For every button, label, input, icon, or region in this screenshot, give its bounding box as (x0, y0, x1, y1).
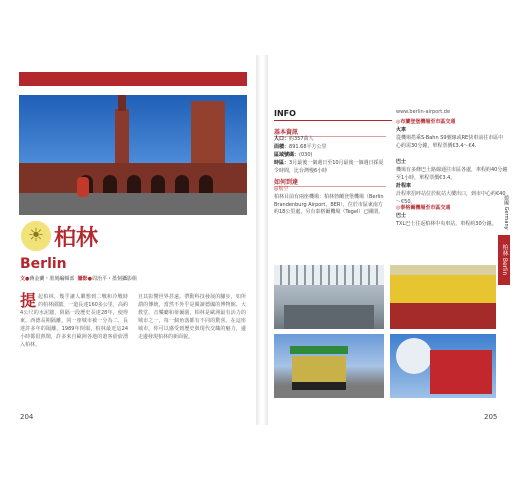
body-column-2 (138, 293, 246, 341)
viaduct-arch (127, 175, 141, 193)
info-heading: INFO (274, 109, 392, 121)
photo-balloon-bus (390, 334, 496, 398)
left-page (14, 55, 254, 425)
bridge-tower (191, 101, 225, 165)
credit-photo-label: 攝影● (77, 276, 92, 282)
viaduct-arch (199, 175, 213, 193)
transport-heading: ◎布蘭登堡機場至市區交通 (396, 119, 456, 125)
train (390, 303, 496, 329)
cyclist (77, 177, 89, 197)
platform (284, 305, 374, 329)
body-text-1: 起柏林，幾乎讓人聯想到二戰和冷戰時的柏林圍牆，一道長達160多公里，高約4公尺的水泥牆，阻隔一段歷史長達28年，使得東、西德長期隔離，同一座城市被一分為二，長達許多年的隔離。1989年倒塌，柏林最近這24小時都很熱鬧，許多來自歐洲各地的遊客紛紛湧入柏林。 (20, 294, 128, 348)
roof-beams (274, 265, 384, 285)
airport-text: 柏林目前有兩座機場：柏林勃蘭登堡機場（Berlin Brandenburg Airport，BER），位於市區東南方約18公里處，另有泰格爾機場（Tegel）已關閉。 (274, 194, 384, 215)
side-label: 德國 Germany (503, 195, 509, 230)
taxi-text: 計程車招呼站位於航站大樓出口，到市中心約€40～€50。 (396, 191, 506, 205)
bike-canopy (290, 346, 348, 354)
airport-label: ◎航空 (274, 186, 289, 192)
yellow-wall (390, 275, 496, 303)
bus2-label: 巴士 (396, 213, 407, 219)
bus-label: 巴士 (396, 159, 407, 165)
info-timezone: 時區：3月最後一個週日至10月最後一個週日採夏令時間，比台灣慢6小時 (274, 160, 384, 174)
right-page (272, 55, 508, 425)
credit-photo-author: 周治平・墨刻攝影組 (91, 276, 137, 282)
bus-terminal-heading: ◎泰格爾機場至市區交通 (396, 205, 451, 211)
side-tab: 柏林 Berlin (498, 235, 510, 285)
getting-there-heading: 如何到達 (274, 177, 386, 187)
viaduct-arch (151, 175, 165, 193)
page-gutter (256, 55, 268, 425)
credit-text-label: 文● (20, 276, 30, 282)
main-photo (19, 95, 247, 215)
bike-riders (292, 356, 346, 382)
page-number-left: 204 (20, 413, 34, 421)
train-text: 從機場搭乘S-Bahn S9號線或RE快車前往市區中心約需30分鐘，單程票價€3.4～€4. (396, 135, 504, 149)
church-tower (115, 109, 129, 165)
bike-wheels (292, 382, 346, 390)
tower-spire (118, 95, 126, 111)
info-population: 人口：約357萬人 (274, 136, 314, 142)
balloon (396, 338, 432, 374)
photo-platform (390, 265, 496, 329)
city-title-en: Berlin (20, 256, 67, 272)
info-area: 面積：891.68平方公里 (274, 144, 327, 150)
bus2-text: TXL巴士往返柏林中央車站，車程約30分鐘。 (396, 221, 497, 227)
red-bus (430, 350, 492, 394)
credit-text-author: 蔣金蘭・墨刻編輯部 (29, 276, 75, 282)
bus-text: 機場有多條巴士路線通往市區各處，車程約40分鐘至1小時，單程票價€3.4。 (396, 167, 508, 181)
photo-bike-tour (274, 334, 384, 398)
photo-station-hall (274, 265, 384, 329)
taxi-label: 計程車 (396, 183, 412, 189)
airport-link[interactable]: www.berlin-airport.de (396, 109, 451, 115)
street (19, 193, 247, 215)
credits (20, 275, 137, 282)
viaduct-arch (175, 175, 189, 193)
body-column-1 (20, 293, 128, 349)
city-title-cn: 柏林 (54, 225, 99, 251)
viaduct-arch (103, 175, 117, 193)
info-area-code: 區域號碼：(030) (274, 152, 313, 158)
train-label: 火車 (396, 127, 407, 133)
page-number-right: 205 (484, 413, 498, 421)
basic-info-heading: 基本資訊 (274, 127, 386, 137)
header-red-bar (19, 72, 247, 86)
drop-cap: 提 (20, 291, 37, 310)
body-text-2: 且其影響世界甚遠。帶動科技發展的腳步，如所謂的傳統，當然不外乎是閱讀德國的博物館、大教堂、音樂廳和蒂爾園，柏林是歐洲最有活力的城市之一，每一個角落都有不同的驚喜。在這座城市，你可以感受到歷史與現代交織的魅力，邊走邊發現柏林的新面貌。 (138, 294, 246, 340)
bear-icon: ☀ (21, 221, 51, 251)
